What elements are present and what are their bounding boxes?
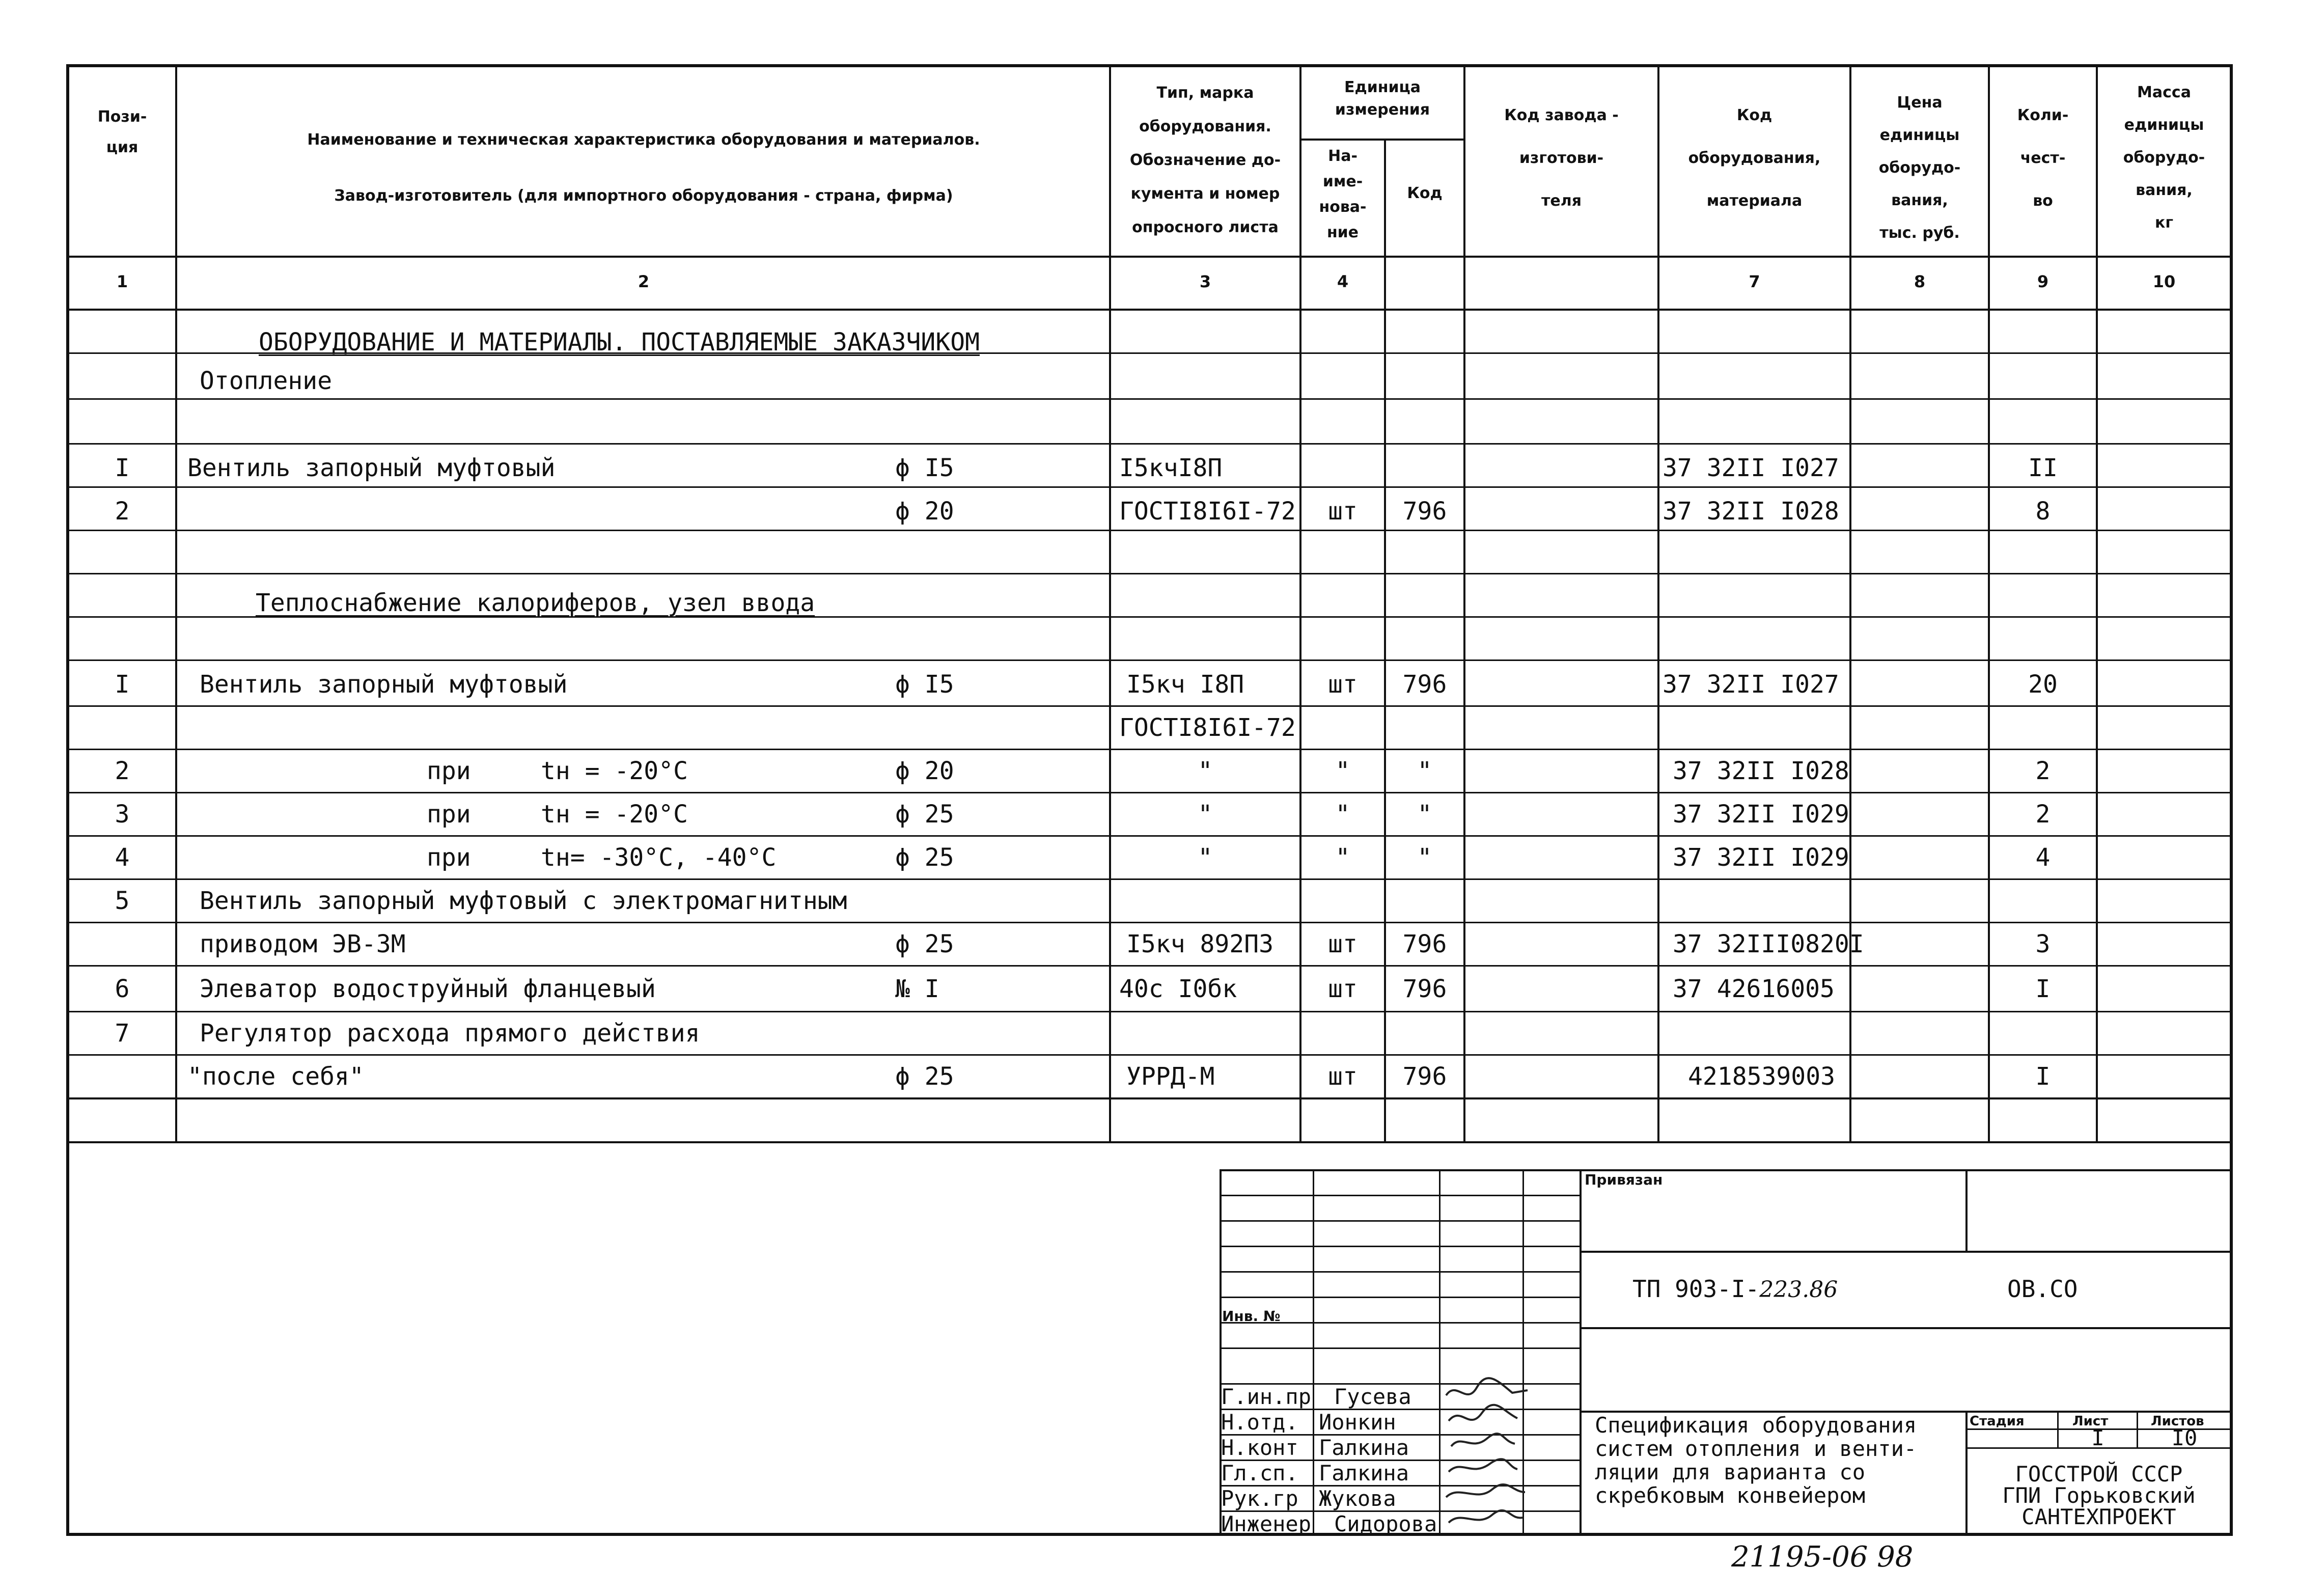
row-name: при: [427, 757, 471, 785]
row-size: ϕ 25: [895, 800, 954, 829]
role-label: Рук.гр: [1221, 1486, 1298, 1511]
row-unit: шт: [1328, 497, 1358, 526]
row-condition: tн = -20°C: [541, 800, 688, 829]
row-position: 3: [115, 800, 130, 829]
column-number: 8: [1914, 272, 1926, 291]
title-block-line: [1580, 1327, 2233, 1329]
row-type: ГОСТI8I6I-72: [1119, 497, 1296, 526]
column-number: 1: [116, 272, 128, 291]
row-code: 37 32II I027: [1663, 670, 1839, 699]
grid-line: [1463, 64, 1465, 1141]
role-name: Жукова: [1319, 1486, 1396, 1511]
row-size: ϕ I5: [895, 670, 954, 699]
title-block-line: [1220, 1220, 1580, 1222]
row-unit: шт: [1328, 1062, 1358, 1091]
row-type: I5кч 892П3: [1126, 930, 1273, 958]
column-number: 2: [638, 272, 650, 291]
row-name: Регулятор расхода прямого действия: [200, 1019, 700, 1048]
role-label: Инженер: [1221, 1511, 1312, 1536]
row-condition: tн = -20°C: [541, 757, 688, 785]
row-code: 37 32III0820I: [1673, 930, 1864, 958]
row-name: "после себя": [187, 1062, 364, 1091]
section-title: ОБОРУДОВАНИЕ И МАТЕРИАЛЫ. ПОСТАВЛЯЕМЫЕ ЗАКАЗЧИКОМ: [259, 328, 980, 356]
title-block-line: [1580, 1251, 2233, 1253]
row-name: при: [427, 843, 471, 872]
row-code: 37 32II I029: [1673, 843, 1849, 872]
row-unit-code: ": [1417, 757, 1432, 785]
header-price: Цена единицы оборудо- вания, тыс. руб.: [1878, 94, 1961, 242]
row-type: I5кч I8П: [1126, 670, 1244, 699]
row-line: [66, 792, 2233, 793]
role-name: Гусева: [1334, 1384, 1411, 1409]
grid-line: [1299, 139, 1463, 141]
row-unit-code: 796: [1402, 975, 1447, 1003]
row-line: [66, 659, 2233, 661]
row-type: I5кчI8П: [1119, 454, 1223, 482]
column-number: 10: [2152, 272, 2176, 291]
row-position: I: [115, 670, 130, 699]
group-heading-supply: Теплоснабжение калориферов, узел ввода: [256, 589, 815, 617]
role-name: Ионкин: [1319, 1410, 1396, 1435]
row-code: 37 32II I027: [1663, 454, 1839, 482]
row-quantity: 2: [2035, 800, 2051, 829]
row-code: 37 32II I028: [1673, 757, 1849, 785]
row-type: ": [1198, 843, 1213, 872]
column-number: 9: [2037, 272, 2049, 291]
row-name: Вентиль запорный муфтовый: [187, 454, 556, 482]
header-unit-name: На- име- нова- ние: [1319, 147, 1367, 241]
header-equipment-code: Код оборудования, материала: [1688, 106, 1821, 210]
row-code: 4218539003: [1688, 1062, 1835, 1091]
row-line: [66, 573, 2233, 574]
title-block-line: [1220, 1297, 1580, 1298]
row-quantity: 8: [2035, 497, 2051, 526]
row-size: ϕ 20: [895, 497, 954, 526]
header-factory-code: Код завода - изготови- теля: [1504, 106, 1619, 210]
header-name: Наименование и техническая характеристика оборудования и материалов. Завод-изготовитель (для импортного оборудования - страна, фирма): [307, 131, 980, 205]
row-quantity: 2: [2035, 757, 2051, 785]
role-label: Н.отд.: [1221, 1410, 1298, 1435]
title-description: Спецификация оборудования систем отопления и венти- ляции для варианта со скребковым конвейером: [1595, 1413, 1917, 1508]
title-block-line: [1220, 1246, 1580, 1247]
row-unit: шт: [1328, 975, 1358, 1003]
row-quantity: 4: [2035, 843, 2051, 872]
row-unit-code: 796: [1402, 1062, 1447, 1091]
row-unit: шт: [1328, 930, 1358, 958]
row-unit-code: 796: [1402, 670, 1447, 699]
row-type: ": [1198, 800, 1213, 829]
title-block-line: [1965, 1169, 1968, 1251]
grid-line: [175, 64, 177, 1141]
row-quantity: 20: [2028, 670, 2058, 699]
role-label: Г.ин.пр: [1221, 1384, 1312, 1409]
row-line: [66, 749, 2233, 750]
row-line: [66, 398, 2233, 400]
row-size: ϕ 20: [895, 757, 954, 785]
row-line: [66, 705, 2233, 707]
stage-label: Стадия: [1970, 1414, 2025, 1429]
row-unit: ": [1335, 843, 1350, 872]
row-code: 37 32II I028: [1663, 497, 1839, 526]
sheets-value: I0: [2171, 1425, 2198, 1450]
sheet-label: Лист: [2072, 1414, 2109, 1429]
column-number: 7: [1749, 272, 1760, 291]
row-line: [66, 922, 2233, 923]
row-unit: шт: [1328, 670, 1358, 699]
role-name: Галкина: [1319, 1435, 1409, 1460]
title-block-line: [1580, 1169, 1582, 1536]
column-number: 3: [1199, 272, 1211, 291]
row-name: при: [427, 800, 471, 829]
grid-line: [66, 256, 2233, 258]
title-block-line: [1439, 1169, 1441, 1536]
row-line: [66, 878, 2233, 880]
role-name: Галкина: [1319, 1461, 1409, 1485]
title-block-privyazan: Привязан: [1585, 1171, 1663, 1188]
row-position: 6: [115, 975, 130, 1003]
row-size: ϕ 25: [895, 843, 954, 872]
row-size: ϕ 25: [895, 930, 954, 958]
row-position: 5: [115, 887, 130, 915]
row-code: 37 42616005: [1673, 975, 1835, 1003]
header-position: Пози- ция: [97, 108, 147, 156]
header-unit-code: Код: [1407, 184, 1443, 202]
header-unit-group: Единица измерения: [1335, 78, 1430, 119]
doc-code: ТП 903-I-223.86: [1632, 1275, 1838, 1303]
row-code: 37 32II I029: [1673, 800, 1849, 829]
title-block-line: [1220, 1169, 2233, 1171]
role-name: Сидорова: [1334, 1511, 1437, 1536]
row-quantity: II: [2028, 454, 2058, 482]
row-unit-code: 796: [1402, 930, 1447, 958]
signatures: [1441, 1375, 1533, 1538]
grid-line: [1657, 64, 1659, 1141]
grid-line: [66, 309, 2233, 311]
row-unit: ": [1335, 800, 1350, 829]
title-block-line: [1220, 1195, 1580, 1196]
row-condition: tн= -30°C, -40°C: [541, 843, 777, 872]
row-name: Вентиль запорный муфтовый с электромагнитным: [200, 887, 847, 915]
group-heading-heating: Отопление: [200, 367, 333, 395]
row-unit-code: ": [1417, 843, 1432, 872]
row-position: 2: [115, 497, 130, 526]
row-quantity: I: [2035, 1062, 2051, 1091]
column-number: 4: [1337, 272, 1349, 291]
row-line: [66, 486, 2233, 488]
row-type: УРРД-М: [1126, 1062, 1215, 1091]
row-type: 40с I0бк: [1119, 975, 1237, 1003]
header-type: Тип, марка оборудования. Обозначение до- кумента и номер опросного листа: [1129, 84, 1281, 236]
row-type: ": [1198, 757, 1213, 785]
row-size: № I: [895, 975, 939, 1003]
header-quantity: Коли- чест- во: [2017, 106, 2069, 210]
row-unit: ": [1335, 757, 1350, 785]
row-quantity: 3: [2035, 930, 2051, 958]
row-size: ϕ 25: [895, 1062, 954, 1091]
role-label: Гл.сп.: [1221, 1461, 1298, 1485]
row-position: 2: [115, 757, 130, 785]
row-line: [66, 443, 2233, 445]
row-unit-code: ": [1417, 800, 1432, 829]
row-type: ГОСТI8I6I-72: [1119, 713, 1296, 742]
row-line: [66, 1011, 2233, 1012]
row-quantity: I: [2035, 975, 2051, 1003]
doc-mark: ОВ.СО: [2007, 1275, 2078, 1303]
row-position: 4: [115, 843, 130, 872]
row-line: [66, 1097, 2233, 1099]
sheets-label: Листов: [2151, 1414, 2204, 1429]
header-mass: Масса единицы оборудо- вания, кг: [2123, 84, 2205, 232]
title-block-line: [1220, 1271, 1580, 1273]
row-line: [66, 965, 2233, 967]
row-name: Элеватор водоструйный фланцевый: [200, 975, 656, 1003]
organization: ГОССТРОЙ СССР ГПИ Горьковский САНТЕХПРОЕКТ: [2002, 1462, 2196, 1529]
row-unit-code: 796: [1402, 497, 1447, 526]
row-position: I: [115, 454, 130, 482]
row-name: Вентиль запорный муфтовый: [200, 670, 568, 699]
title-block-line: [1220, 1347, 1580, 1349]
title-block-line: [1313, 1169, 1314, 1536]
row-line: [66, 835, 2233, 837]
row-size: ϕ I5: [895, 454, 954, 482]
row-position: 7: [115, 1019, 130, 1048]
row-name: приводом ЭВ-3М: [200, 930, 406, 958]
row-line: [66, 530, 2233, 531]
footer-handwritten-number: 21195-06 98: [1731, 1540, 1914, 1574]
row-line: [66, 1141, 2233, 1143]
sheet-value: I: [2091, 1425, 2104, 1450]
row-line: [66, 1054, 2233, 1056]
role-label: Н.конт: [1221, 1435, 1298, 1460]
title-block-inv-no: Инв. №: [1222, 1308, 1281, 1325]
